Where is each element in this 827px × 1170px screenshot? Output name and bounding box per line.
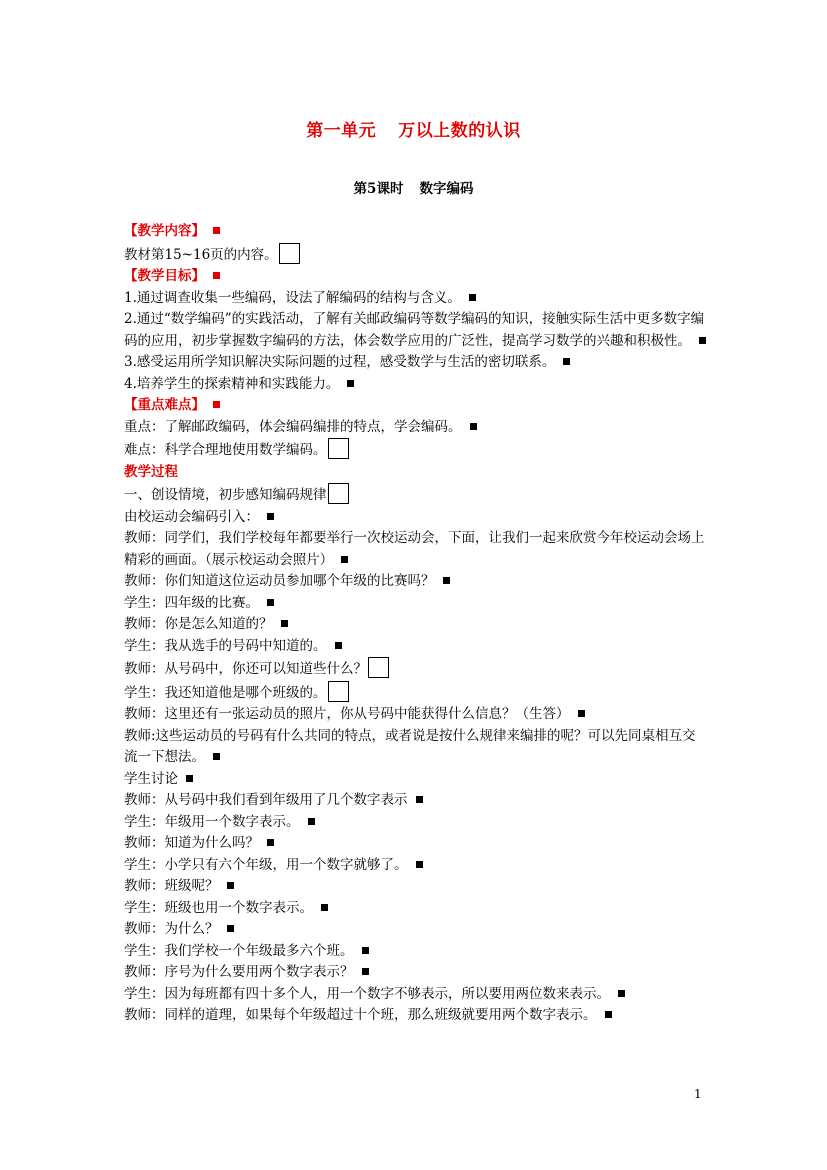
unit-title-number: 第一单元	[306, 121, 377, 141]
line-text: 4.培养学生的探索精神和实践能力。	[124, 375, 340, 392]
marker-square-icon	[443, 577, 450, 584]
section-heading	[124, 462, 706, 484]
text-line	[124, 528, 706, 571]
section-heading	[124, 395, 706, 417]
line-text: 学生：我还知道他是哪个班级的。	[124, 684, 327, 701]
marker-square-icon	[362, 947, 369, 954]
line-text: 3.感受运用所学知识解决实际问题的过程，感受数学与生活的密切联系。	[124, 354, 556, 370]
lesson-number: 第5课时	[353, 181, 404, 197]
empty-box-icon	[368, 657, 389, 678]
empty-box-icon	[328, 681, 349, 702]
line-text: 教师：从号码中我们看到年级用了几个数字表示	[124, 792, 408, 808]
text-line	[124, 704, 706, 726]
section-heading	[124, 266, 706, 288]
line-text: 教师:这些运动员的号码有什么共同的特点，或者说是按什么规律来编排的呢？可以先同桌相互交流一下想法。	[124, 727, 696, 765]
marker-square-icon	[578, 710, 585, 717]
line-text: 1.通过调查收集一些编码，设法了解编码的结构与含义。	[124, 289, 461, 306]
marker-square-icon	[347, 380, 354, 387]
marker-square-icon	[213, 401, 220, 408]
marker-square-icon	[618, 990, 625, 997]
line-text: 教师：同学们，我们学校每年都要举行一次校运动会，下面，让我们一起来欣赏今年校运动会场上精彩的画面。（展示校运动会照片）	[124, 530, 705, 568]
line-text: 【重点难点】	[124, 397, 205, 413]
text-line	[124, 769, 706, 791]
marker-square-icon	[267, 839, 274, 846]
line-text: 教材第15~16页的内容。	[124, 246, 278, 263]
text-line	[124, 657, 706, 681]
text-line	[124, 1005, 706, 1027]
line-text: 学生：年级用一个数字表示。	[124, 813, 300, 830]
marker-square-icon	[335, 642, 342, 649]
text-line	[124, 898, 706, 920]
line-text: 学生：我们学校一个年级最多六个班。	[124, 942, 354, 959]
marker-square-icon	[267, 599, 274, 606]
line-text: 学生：因为每班都有四十多个人，用一个数字不够表示，所以要用两位数来表示。	[124, 985, 610, 1002]
line-text: 教师：你是怎么知道的？	[124, 616, 273, 632]
text-line	[124, 833, 706, 855]
text-line	[124, 483, 706, 507]
line-text: 教师：同样的道理，如果每个年级超过十个班，那么班级就要用两个数字表示。	[124, 1007, 597, 1023]
marker-square-icon	[470, 423, 477, 430]
line-text: 教学过程	[124, 463, 178, 480]
section-heading	[124, 221, 706, 243]
line-text: 教师：知道为什么吗？	[124, 835, 259, 851]
marker-square-icon	[341, 556, 348, 563]
text-line	[124, 243, 706, 267]
marker-square-icon	[213, 227, 220, 234]
marker-square-icon	[308, 818, 315, 825]
line-text: 重点：了解邮政编码，体会编码编排的特点，学会编码。	[124, 418, 462, 435]
line-text: 学生：小学只有六个年级，用一个数字就够了。	[124, 856, 408, 873]
line-text: 教师：班级呢？	[124, 878, 219, 894]
line-text: 由校运动会编码引入：	[124, 508, 259, 525]
line-text: 教师：你们知道这位运动员参加哪个年级的比赛吗？	[124, 573, 435, 589]
unit-title	[0, 116, 827, 141]
text-line	[124, 352, 706, 374]
text-line	[124, 790, 706, 812]
marker-square-icon	[267, 513, 274, 520]
text-line	[124, 941, 706, 963]
marker-square-icon	[469, 294, 476, 301]
text-line	[124, 417, 706, 439]
empty-box-icon	[328, 438, 349, 459]
line-text: 【教学目标】	[124, 268, 205, 284]
text-line	[124, 571, 706, 593]
line-text: 学生：四年级的比赛。	[124, 594, 259, 611]
page-number: 1	[694, 1087, 702, 1101]
line-text: 教师：这里还有一张运动员的照片，你从号码中能获得什么信息？（生答）	[124, 706, 570, 722]
empty-box-icon	[328, 483, 349, 504]
lesson-topic: 数字编码	[419, 181, 474, 197]
line-text: 教师：从号码中，你还可以知道些什么？	[124, 661, 367, 677]
text-line	[124, 984, 706, 1006]
text-line	[124, 636, 706, 658]
marker-square-icon	[563, 358, 570, 365]
text-line	[124, 812, 706, 834]
text-line	[124, 507, 706, 529]
text-line	[124, 962, 706, 984]
line-text: 2.通过“数学编码”的实践活动，了解有关邮政编码等数学编码的知识，接触实际生活中更多数字编码的应用，初步掌握数字编码的方法，体会数学应用的广泛性，提高学习数学的兴趣和积极性。	[124, 311, 705, 349]
marker-square-icon	[416, 796, 423, 803]
text-line	[124, 288, 706, 310]
empty-box-icon	[279, 243, 300, 264]
marker-square-icon	[186, 775, 193, 782]
text-line	[124, 309, 706, 352]
text-line	[124, 726, 706, 769]
document-body	[124, 221, 706, 1027]
text-line	[124, 919, 706, 941]
line-text: 学生：班级也用一个数字表示。	[124, 899, 313, 916]
line-text: 学生讨论	[124, 770, 178, 787]
marker-square-icon	[213, 272, 220, 279]
text-line	[124, 374, 706, 396]
unit-title-topic: 万以上数的认识	[398, 121, 521, 141]
marker-square-icon	[605, 1011, 612, 1018]
line-text: 学生：我从选手的号码中知道的。	[124, 637, 327, 654]
line-text: 一、创设情境，初步感知编码规律	[124, 487, 327, 503]
marker-square-icon	[281, 620, 288, 627]
text-line	[124, 681, 706, 705]
text-line	[124, 614, 706, 636]
line-text: 【教学内容】	[124, 223, 205, 239]
marker-square-icon	[416, 861, 423, 868]
text-line	[124, 855, 706, 877]
marker-square-icon	[227, 882, 234, 889]
marker-square-icon	[699, 337, 706, 344]
text-line	[124, 438, 706, 462]
line-text: 教师：为什么？	[124, 921, 219, 937]
line-text: 教师：序号为什么要用两个数字表示？	[124, 964, 354, 980]
line-text: 难点：科学合理地使用数学编码。	[124, 442, 327, 458]
marker-square-icon	[321, 904, 328, 911]
marker-square-icon	[362, 968, 369, 975]
marker-square-icon	[213, 753, 220, 760]
text-line	[124, 593, 706, 615]
text-line	[124, 876, 706, 898]
marker-square-icon	[227, 925, 234, 932]
lesson-title	[0, 177, 827, 197]
